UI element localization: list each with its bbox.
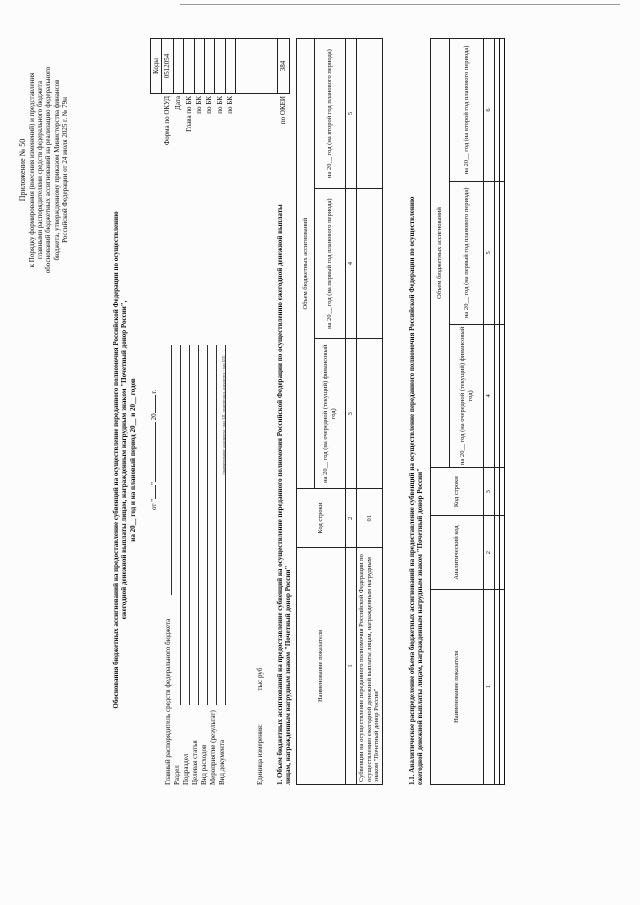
field-label: Подраздел: [182, 753, 190, 785]
appendix-line: бюджета, утвержденному приказом Министерства финансов: [52, 79, 61, 261]
table-row: [356, 39, 382, 785]
s11-cell: [499, 324, 504, 467]
form-title: [112, 135, 137, 785]
section11-table: [430, 38, 505, 785]
s1-col-code: Код строки: [297, 489, 346, 548]
s11-cell: [499, 468, 504, 516]
s11-num: 5: [484, 181, 495, 324]
s11-col-group: Объем бюджетных ассигнований: [431, 39, 450, 468]
s1-row-code: 01: [356, 489, 382, 548]
codes-label: Дата: [174, 96, 183, 110]
form-title-line3: на 20__ год и на плановый период 20__ и 20__ годов: [128, 378, 137, 542]
s11-col-analytic: Аналитический код: [431, 516, 484, 589]
s11-col-y3: на 20__ год (на второй год планового периода): [450, 39, 484, 182]
s1-col-name: Наименование показателя: [297, 547, 346, 784]
doc-note: (наименование документа - вид БП, изменения к документу - вид БП): [221, 355, 226, 475]
s11-num: 3: [484, 468, 495, 516]
s1-cell: [356, 339, 382, 489]
field-label: Вид расходов: [200, 744, 208, 785]
codes-header: Коды: [151, 39, 162, 94]
table-row: [499, 39, 504, 785]
date-prefix: от ": [150, 498, 158, 510]
unit-value: тыс руб: [256, 667, 264, 691]
s11-num: 1: [484, 589, 495, 784]
unit-line: [256, 668, 264, 785]
appendix-line: к Порядку формирования (внесения изменений) и представления: [27, 72, 36, 268]
s11-num: 2: [484, 516, 495, 589]
date-year: 20: [150, 413, 158, 421]
codes-label: Глава по БК: [184, 96, 193, 132]
s1-col-y1: на 20__ год (на очередной (текущий) финансовый год): [315, 339, 346, 489]
codes-value: [194, 39, 204, 94]
codes-value: [215, 39, 225, 94]
s1-num: 4: [346, 189, 357, 339]
date-mid: ": [150, 482, 158, 485]
field-label: Вид документа: [218, 739, 226, 785]
appendix-line: главными распорядителями средств федерального бюджета: [35, 81, 44, 259]
section11-title: 1.1. Аналитическое распределение объема бюджетных ассигнований на предоставление субвенций на осуществление переданного полномочия Российской Федерации по осуществлению ежегодной денежной выплаты лицам, награжденным нагрудным знаком "Почетный донор России": [408, 196, 425, 785]
s1-col-y3: на 20__ год (на второй год планового периода): [315, 39, 346, 189]
field-label: Мероприятие (результат): [209, 710, 217, 785]
s1-cell: [356, 189, 382, 339]
s11-num: 6: [484, 39, 495, 182]
field-label: Раздел: [173, 765, 181, 785]
s11-cell: [499, 516, 504, 589]
s11-cell: [499, 589, 504, 784]
s1-num: 2: [346, 489, 357, 548]
s11-cell: [499, 181, 504, 324]
codes-value: 384: [278, 39, 289, 94]
s11-num: 4: [484, 324, 495, 467]
s1-num: 3: [346, 339, 357, 489]
codes-value: [204, 39, 214, 94]
codes-label: по БК: [215, 96, 224, 114]
s1-num: 1: [346, 547, 357, 784]
s11-col-y2: на 20__ год (на первый год планового периода): [450, 181, 484, 324]
form-title-line2: ежегодной денежной выплаты лицам, награжденным нагрудным знаком "Почетный донор России",: [120, 300, 129, 620]
appendix-block: [18, 35, 70, 305]
codes-value: 0512054: [162, 39, 173, 94]
codes-label: по БК: [226, 96, 235, 114]
codes-value: [225, 39, 235, 94]
codes-table: [150, 38, 290, 150]
unit-label: Единица измерения:: [256, 724, 264, 785]
s11-col-code: Код строки: [431, 468, 484, 516]
s1-col-y2: на 20__ год (на первый год планового периода): [315, 189, 346, 339]
s11-col-y1: на 20__ год (на очередной (текущий) финансовый год): [450, 324, 484, 467]
codes-label: по БК: [195, 96, 204, 114]
s1-row-name: Субвенции на осуществление переданного полномочия Российской Федерации по осуществлению ежегодной денежной выплаты лицам, награжденным нагрудным знаком "Почетный донор России": [356, 547, 382, 784]
codes-label: по БК: [205, 96, 214, 114]
codes-label: [236, 94, 278, 151]
appendix-title: Приложение № 50: [18, 138, 27, 202]
codes-value: [236, 39, 278, 94]
appendix-line: Российской Федерации от 24 июля 2025 г. № 79н: [61, 97, 70, 243]
codes-label: Форма по ОКУД: [163, 96, 172, 146]
codes-label: по ОКЕИ: [279, 96, 288, 125]
appendix-line: обоснований бюджетных ассигнований на реализацию федерального: [44, 66, 53, 274]
section1-title: 1. Объем бюджетных ассигнований на предоставление субвенций на осуществление переданного полномочия Российской Федерации по осуществлению ежегодной денежной выплаты лицам, награжденным нагрудным знаком "Почетный донор России": [276, 204, 293, 785]
s1-col-group: Объем бюджетных ассигнований: [297, 39, 315, 489]
s1-num: 5: [346, 39, 357, 189]
section1-table: [296, 38, 383, 785]
codes-value: [173, 39, 183, 94]
s11-col-name: Наименование показателя: [431, 589, 484, 784]
s11-cell: [499, 39, 504, 182]
date-line: [150, 290, 158, 510]
fields-block: [164, 345, 227, 785]
field-label: Целевая статья: [191, 740, 199, 785]
codes-value: [184, 39, 194, 94]
date-suffix: г.: [150, 389, 158, 394]
s1-cell: [356, 39, 382, 189]
form-title-line1: Обоснования бюджетных ассигнований на предоставление субвенций на осуществление переданного полномочия Российской Федерации по осуществлению: [112, 211, 120, 709]
field-label: Главный распорядитель средств федерального бюджета: [164, 618, 172, 785]
